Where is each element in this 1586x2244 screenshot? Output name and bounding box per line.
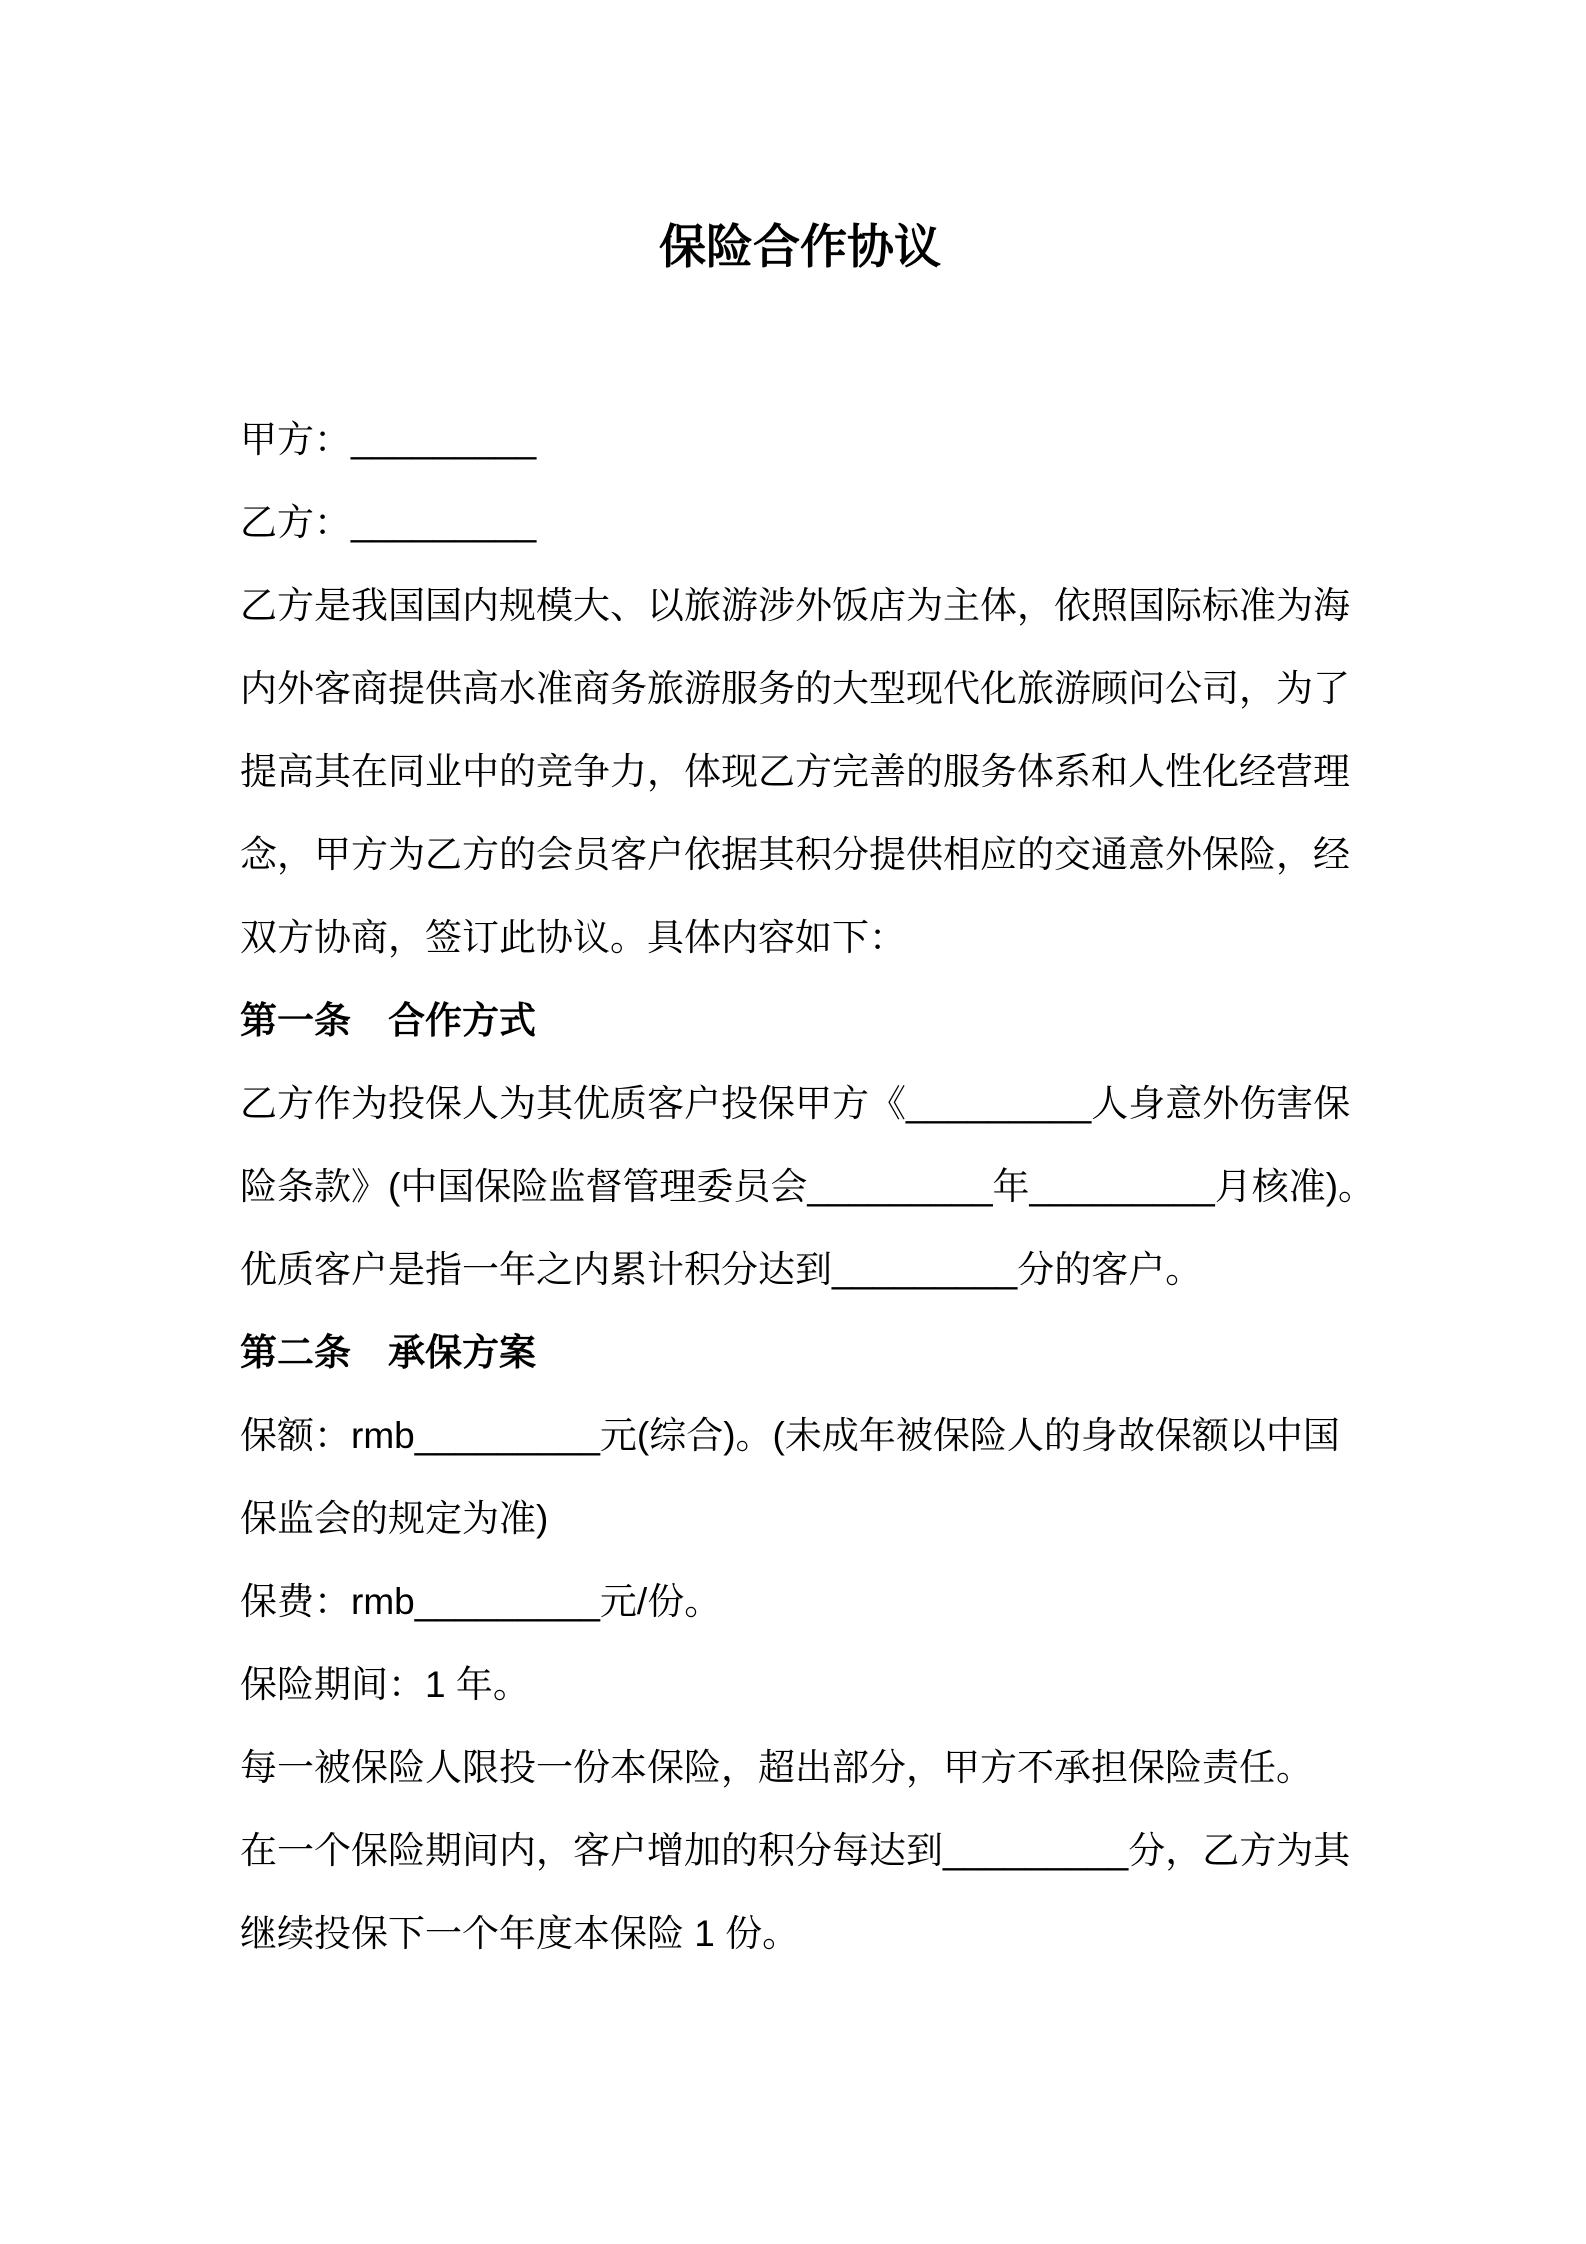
- document-body: [240, 398, 1376, 1975]
- renewal-line-1: 在一个保险期间内，客户增加的积分每达到_________分，乙方为其: [240, 1830, 1351, 1871]
- party-a-line: 甲方：_________: [240, 419, 537, 460]
- preamble-line-2: 内外客商提供高水准商务旅游服务的大型现代化旅游顾问公司，为了: [240, 668, 1350, 709]
- insurance-period-line: 保险期间：1 年。: [240, 1664, 530, 1705]
- premium-line: 保费：rmb_________元/份。: [240, 1581, 722, 1622]
- article-2-heading: 第二条 承保方案: [240, 1332, 536, 1373]
- article-1-line-1: 乙方作为投保人为其优质客户投保甲方《_________人身意外伤害保: [240, 1083, 1351, 1124]
- preamble-line-4: 念，甲方为乙方的会员客户依据其积分提供相应的交通意外保险，经: [240, 834, 1350, 875]
- preamble-line-3: 提高其在同业中的竞争力，体现乙方完善的服务体系和人性化经营理: [240, 751, 1350, 792]
- article-1-line-3: 优质客户是指一年之内累计积分达到_________分的客户。: [240, 1249, 1203, 1290]
- renewal-line-2: 继续投保下一个年度本保险 1 份。: [240, 1913, 800, 1954]
- article-1-heading: 第一条 合作方式: [240, 1000, 536, 1041]
- preamble-line-5: 双方协商，签订此协议。具体内容如下：: [240, 917, 906, 958]
- party-b-line: 乙方：_________: [240, 502, 537, 543]
- preamble-line-1: 乙方是我国国内规模大、以旅游涉外饭店为主体，依照国际标准为海: [240, 585, 1350, 626]
- coverage-amount-line-2: 保监会的规定为准): [240, 1498, 549, 1539]
- article-1-line-2: 险条款》(中国保险监督管理委员会_________年_________月核准)。: [240, 1166, 1376, 1207]
- document-title: 保险合作协议: [659, 220, 941, 273]
- coverage-amount-line-1: 保额：rmb_________元(综合)。(未成年被保险人的身故保额以中国: [240, 1415, 1340, 1456]
- policy-limit-line: 每一被保险人限投一份本保险，超出部分，甲方不承担保险责任。: [240, 1747, 1313, 1788]
